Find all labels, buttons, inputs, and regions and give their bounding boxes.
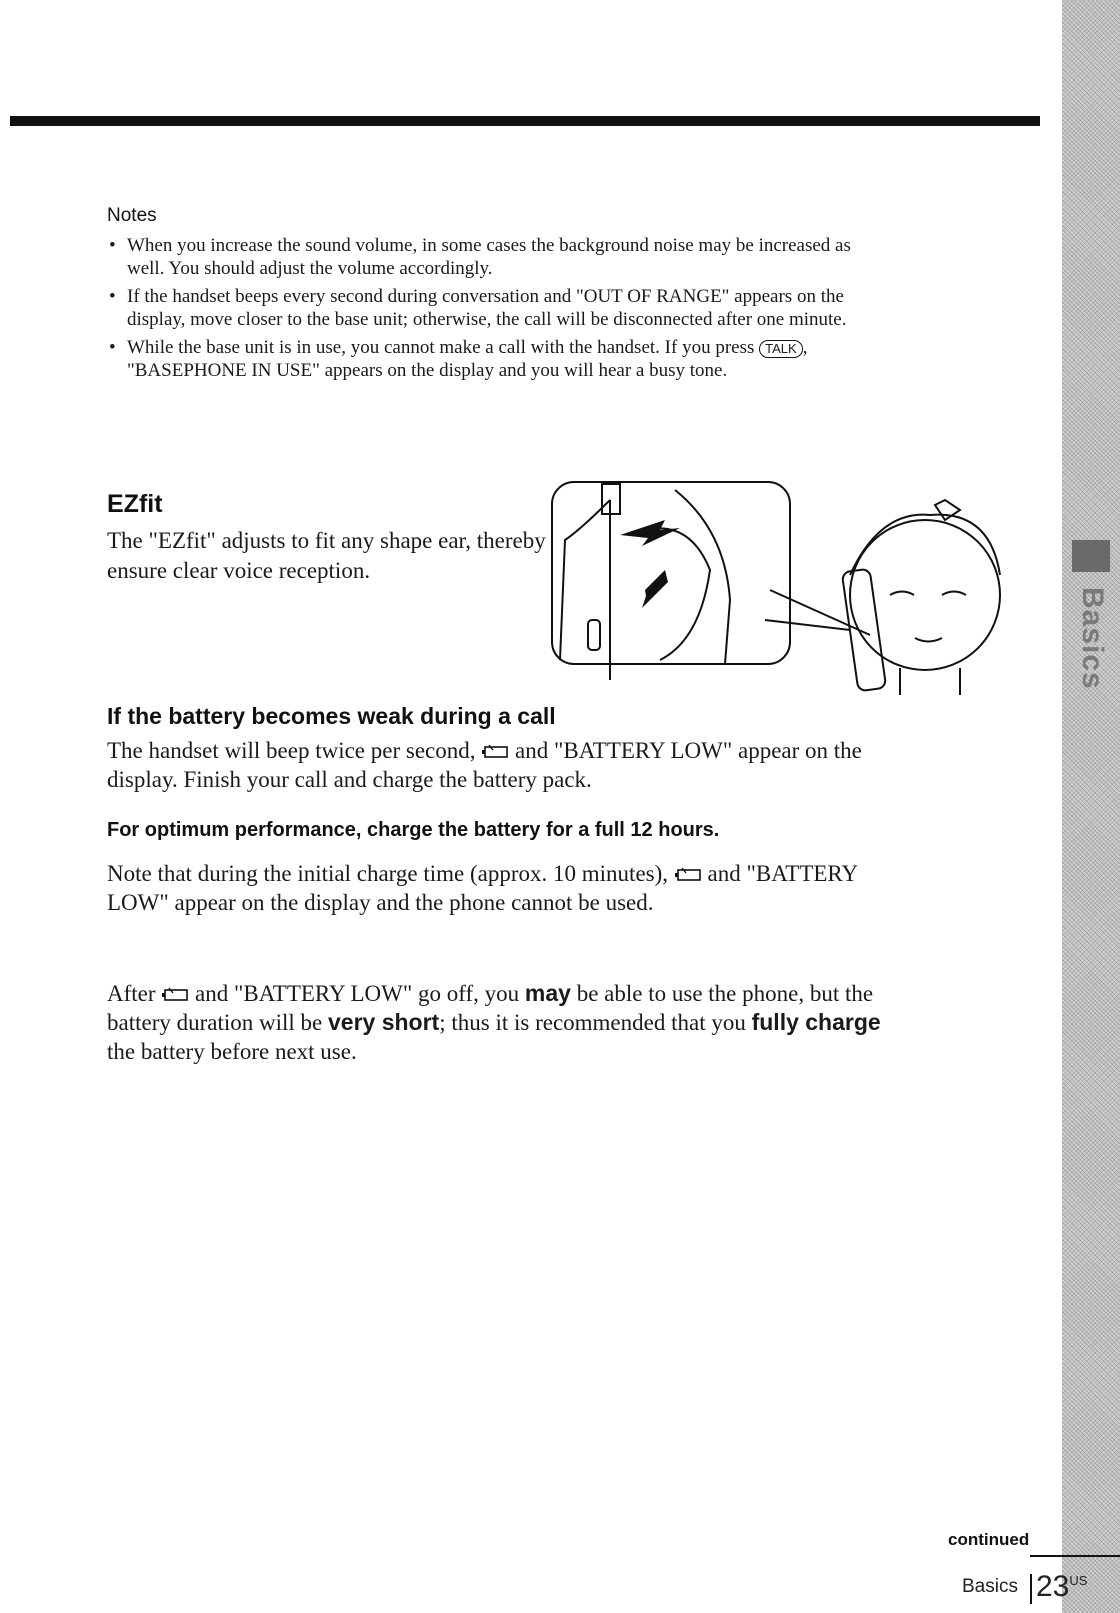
note-item (107, 336, 887, 382)
emphasis-fully-charge: fully charge (751, 1009, 881, 1035)
side-tab-label: Basics (1076, 586, 1109, 690)
note-item: • If the handset beeps every second during conversation and "OUT OF RANGE" appears on the display, move closer to the base unit; otherwise, the call will be disconnected after one minute. (107, 285, 887, 331)
adjust-arrow-icon-lower (642, 570, 668, 608)
charge-note (107, 859, 887, 917)
page-number-suffix: US (1069, 1573, 1088, 1588)
ezfit-heading: EZfit (107, 490, 163, 518)
note-item: • When you increase the sound volume, in some cases the background noise may be increased as well. You should adjust the volume accordingly. (107, 234, 887, 280)
page-number-value: 23 (1036, 1570, 1070, 1603)
emphasis-very-short: very short (328, 1009, 440, 1035)
ear-outline (675, 490, 730, 664)
note-text: While the base unit is in use, you cannot make a call with the handset. If you press (127, 337, 760, 358)
battery-heading: If the battery becomes weak during a call (107, 703, 556, 729)
section-side-tab (1062, 0, 1120, 1613)
continued-rule (1030, 1555, 1120, 1557)
after-text: be able to use the phone, but the battery duration will be (107, 981, 874, 1035)
battery-text: The handset will beep twice per second, (107, 738, 482, 763)
ezfit-body: The "EZfit" adjusts to fit any shape ear, thereby ensure clear voice reception. (107, 528, 546, 583)
battery-low-icon (161, 986, 189, 1002)
tab-marker (1072, 540, 1110, 572)
battery-text: and "BATTERY LOW" appear on the display. Finish your call and charge the battery pack. (107, 738, 862, 792)
after-text: the battery before next use. (107, 1039, 357, 1064)
ezfit-illustration (550, 480, 1010, 700)
page-number (1036, 1570, 1087, 1604)
mouth (915, 638, 942, 642)
handset-body (560, 500, 610, 680)
continued-label: continued (948, 1530, 1030, 1549)
footer-section-name: Basics (962, 1576, 1018, 1597)
talk-key-icon: TALK (759, 340, 803, 358)
handset-button-icon (588, 620, 600, 650)
footer-divider (1030, 1574, 1032, 1604)
eye-left (890, 592, 914, 596)
after-text: After (107, 981, 162, 1006)
charge-note-text: Note that during the initial charge time (approx. 10 minutes), (107, 861, 674, 886)
battery-low-icon (674, 866, 702, 882)
notes-heading: Notes (107, 205, 157, 226)
after-text: ; thus it is recommended that you (439, 1010, 752, 1035)
emphasis-may: may (524, 980, 571, 1006)
neck (900, 668, 960, 695)
optimum-heading: For optimum performance, charge the battery for a full 12 hours. (107, 819, 720, 841)
zoom-line (765, 590, 870, 635)
charge-note-text: and "BATTERY LOW" appear on the display and the phone cannot be used. (107, 861, 858, 915)
battery-low-icon (481, 743, 509, 759)
eye-right (942, 592, 966, 596)
note-text: , "BASEPHONE IN USE" appears on the display and you will hear a busy tone. (127, 337, 808, 381)
after-text: and "BATTERY LOW" go off, you (189, 981, 525, 1006)
notes-list (107, 234, 887, 387)
battery-body (107, 736, 887, 794)
top-rule (10, 116, 1040, 126)
hair (850, 515, 1000, 575)
after-charge-note (107, 979, 887, 1066)
adjust-arrow-icon (620, 520, 680, 546)
